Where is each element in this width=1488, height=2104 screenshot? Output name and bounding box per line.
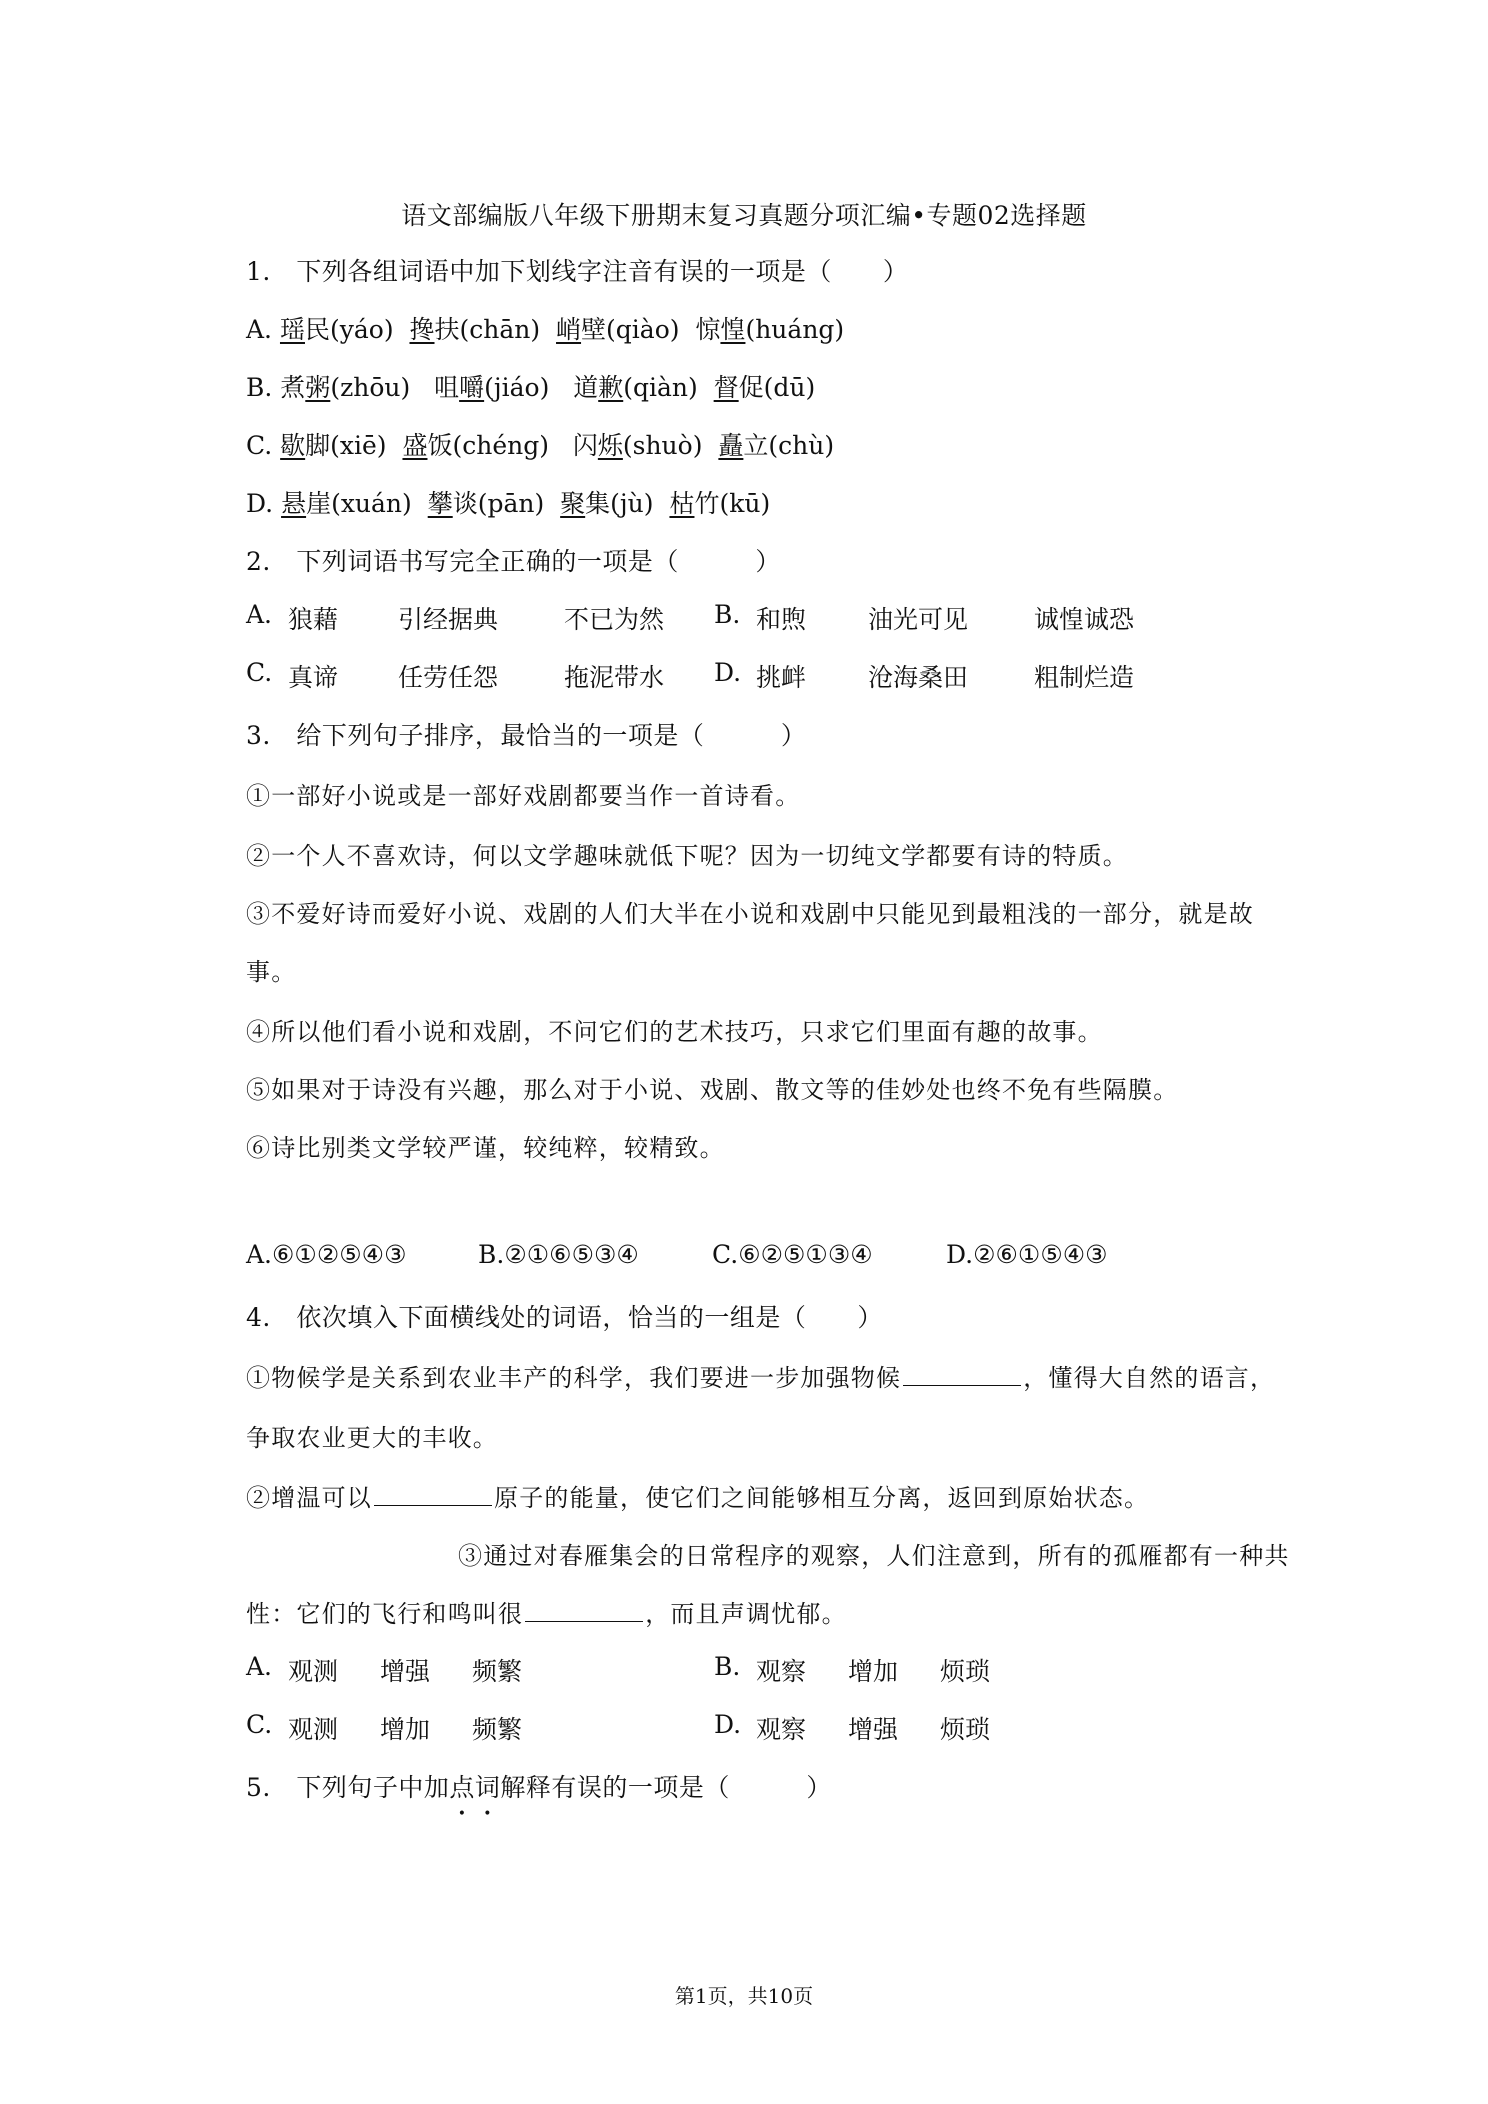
q1-stem: 1. 下列各组词语中加下划线字注音有误的一项是（ ） bbox=[246, 257, 909, 286]
option-label: D. bbox=[946, 1240, 974, 1269]
option-text: ⑥①②⑤④③ bbox=[272, 1240, 407, 1269]
underlined-char: 粥 bbox=[305, 373, 331, 402]
word-rest: 道 bbox=[573, 373, 599, 402]
q2-a-word2: 引经据典 bbox=[398, 605, 499, 634]
word-rest: 闪 bbox=[572, 431, 598, 460]
q3-sentence-4: ④所以他们看小说和戏剧，不问它们的艺术技巧，只求它们里面有趣的故事。 bbox=[246, 1018, 1103, 1046]
q3-option-a bbox=[246, 1240, 407, 1269]
underlined-char: 聚 bbox=[560, 489, 586, 518]
option-label: C. bbox=[246, 658, 273, 687]
word-rest: 促(dū) bbox=[738, 373, 816, 402]
q2-d-word3: 粗制烂造 bbox=[1034, 663, 1135, 692]
stem-text: 解释有误的一项是（ ） bbox=[500, 1773, 832, 1802]
q3-stem: 3. 给下列句子排序，最恰当的一项是（ ） bbox=[246, 721, 807, 750]
q4-d-word1: 观察 bbox=[756, 1715, 807, 1744]
underlined-char: 峭 bbox=[556, 315, 582, 344]
option-label: C. bbox=[246, 1710, 273, 1739]
option-label: A. bbox=[246, 1652, 273, 1681]
q3-sentence-2: ②一个人不喜欢诗，何以文学趣味就低下呢？因为一切纯文学都要有诗的特质。 bbox=[246, 842, 1128, 870]
fill-blank bbox=[903, 1363, 1021, 1386]
q4-b-word2: 增加 bbox=[848, 1657, 899, 1686]
word-rest: 崖(xuán) bbox=[306, 489, 412, 518]
underlined-char: 盛 bbox=[402, 431, 428, 460]
q4-d-word3: 烦琐 bbox=[940, 1715, 991, 1744]
underlined-char: 攀 bbox=[427, 489, 453, 518]
word-rest: 咀 bbox=[434, 373, 460, 402]
option-label: C. bbox=[712, 1240, 739, 1269]
q2-a-word3: 不已为然 bbox=[564, 605, 665, 634]
q4-stem: 4. 依次填入下面横线处的词语，恰当的一组是（ ） bbox=[246, 1303, 883, 1332]
fill-blank bbox=[525, 1599, 643, 1622]
q3-options bbox=[246, 1240, 1246, 1274]
word-rest: 惊 bbox=[695, 315, 721, 344]
option-label: D. bbox=[714, 1710, 742, 1739]
stem-text: 5. 下列句子中加 bbox=[246, 1773, 450, 1802]
option-text: ②⑥①⑤④③ bbox=[973, 1240, 1108, 1269]
option-text: ⑥②⑤①③④ bbox=[738, 1240, 873, 1269]
option-label: B. bbox=[714, 1652, 741, 1681]
word-rest: (shuò) bbox=[622, 431, 703, 460]
q2-d-word2: 沧海桑田 bbox=[868, 663, 969, 692]
q2-b-word2: 油光可见 bbox=[868, 605, 969, 634]
dotted-char: 词 bbox=[474, 1773, 501, 1802]
q4-c-word2: 增加 bbox=[380, 1715, 431, 1744]
option-label: C. bbox=[246, 431, 273, 460]
word-rest: 竹(kū) bbox=[694, 489, 771, 518]
q1-option-b bbox=[246, 368, 815, 404]
q4-d-word2: 增强 bbox=[848, 1715, 899, 1744]
word-rest: (jiáo) bbox=[484, 373, 550, 402]
word-rest: 集(jù) bbox=[585, 489, 654, 518]
q4-b-word1: 观察 bbox=[756, 1657, 807, 1686]
option-label: D. bbox=[246, 489, 274, 518]
q2-row-cd bbox=[246, 658, 1246, 692]
option-label: A. bbox=[246, 315, 273, 344]
q2-c-word3: 拖泥带水 bbox=[564, 663, 665, 692]
sentence-text: ，懂得大自然的语言， bbox=[1023, 1364, 1276, 1392]
underlined-char: 烁 bbox=[597, 431, 623, 460]
fill-blank bbox=[374, 1483, 492, 1506]
option-label: B. bbox=[246, 373, 273, 402]
underlined-char: 瑶 bbox=[279, 315, 305, 344]
q2-stem: 2. 下列词语书写完全正确的一项是（ ） bbox=[246, 547, 781, 576]
q2-row-ab bbox=[246, 600, 1246, 634]
option-label: B. bbox=[714, 600, 741, 629]
sentence-text: ①物候学是关系到农业丰产的科学，我们要进一步加强物候 bbox=[246, 1364, 902, 1392]
q3-sentence-1: ①一部好小说或是一部好戏剧都要当作一首诗看。 bbox=[246, 782, 801, 810]
word-rest: (zhōu) bbox=[330, 373, 411, 402]
q4-sentence-3: ③通过对春雁集会的日常程序的观察，人们注意到，所有的孤雁都有一种共 bbox=[458, 1542, 1290, 1570]
q2-a-word1: 狼藉 bbox=[288, 605, 339, 634]
q4-row-cd bbox=[246, 1710, 1246, 1744]
sentence-text: ，而且声调忧郁。 bbox=[645, 1600, 847, 1628]
option-label: A. bbox=[246, 600, 273, 629]
dotted-char: 点 bbox=[449, 1773, 475, 1802]
word-rest: (huáng) bbox=[745, 315, 845, 344]
underlined-char: 嚼 bbox=[459, 373, 485, 402]
q3-option-d bbox=[946, 1240, 1108, 1269]
q2-b-word1: 和煦 bbox=[756, 605, 807, 634]
q1-option-a bbox=[246, 310, 844, 346]
underlined-char: 悬 bbox=[281, 489, 307, 518]
sentence-text: ②增温可以 bbox=[246, 1484, 372, 1512]
q1-option-c bbox=[246, 426, 834, 462]
q4-row-ab bbox=[246, 1652, 1246, 1686]
word-rest: 脚(xiē) bbox=[305, 431, 387, 460]
underlined-char: 督 bbox=[713, 373, 739, 402]
underlined-char: 搀 bbox=[409, 315, 435, 344]
q4-a-word3: 频繁 bbox=[472, 1657, 523, 1686]
q4-sentence-2 bbox=[246, 1478, 1149, 1513]
q4-sentence-3-cont bbox=[246, 1594, 847, 1629]
q4-c-word1: 观测 bbox=[288, 1715, 339, 1744]
word-rest: (qiàn) bbox=[623, 373, 698, 402]
q5-stem bbox=[246, 1768, 832, 1804]
option-label: A. bbox=[246, 1240, 273, 1269]
q4-sentence-1-cont: 争取农业更大的丰收。 bbox=[246, 1424, 498, 1452]
underlined-char: 矗 bbox=[718, 431, 744, 460]
q4-c-word3: 频繁 bbox=[472, 1715, 523, 1744]
word-rest: 谈(pān) bbox=[452, 489, 545, 518]
q3-option-c bbox=[712, 1240, 873, 1269]
sentence-text: 性：它们的飞行和鸣叫很 bbox=[246, 1600, 524, 1628]
underlined-char: 枯 bbox=[669, 489, 695, 518]
q2-b-word3: 诚惶诚恐 bbox=[1034, 605, 1135, 634]
q3-sentence-6: ⑥诗比别类文学较严谨，较纯粹，较精致。 bbox=[246, 1134, 725, 1162]
option-label: B. bbox=[478, 1240, 505, 1269]
q2-c-word1: 真谛 bbox=[288, 663, 339, 692]
q3-sentence-3: ③不爱好诗而爱好小说、戏剧的人们大半在小说和戏剧中只能见到最粗浅的一部分，就是故 bbox=[246, 900, 1254, 928]
q2-d-word1: 挑衅 bbox=[756, 663, 807, 692]
underlined-char: 歇 bbox=[280, 431, 306, 460]
option-label: D. bbox=[714, 658, 742, 687]
q3-option-b bbox=[478, 1240, 639, 1269]
word-rest: 扶(chān) bbox=[434, 315, 541, 344]
q4-a-word1: 观测 bbox=[288, 1657, 339, 1686]
word-rest: 民(yáo) bbox=[304, 315, 394, 344]
q3-sentence-5: ⑤如果对于诗没有兴趣，那么对于小说、戏剧、散文等的佳妙处也终不免有些隔膜。 bbox=[246, 1076, 1179, 1104]
word-rest: 壁(qiào) bbox=[581, 315, 680, 344]
word-rest: 立(chù) bbox=[743, 431, 835, 460]
page-footer: 第1页，共10页 bbox=[674, 1984, 814, 2008]
underlined-char: 歉 bbox=[598, 373, 624, 402]
word-rest: 煮 bbox=[280, 373, 306, 402]
word-rest: 饭(chéng) bbox=[427, 431, 549, 460]
q4-a-word2: 增强 bbox=[380, 1657, 431, 1686]
underlined-char: 惶 bbox=[720, 315, 746, 344]
q4-b-word3: 烦琐 bbox=[940, 1657, 991, 1686]
option-text: ②①⑥⑤③④ bbox=[504, 1240, 639, 1269]
q3-sentence-3-cont: 事。 bbox=[246, 958, 297, 986]
sentence-text: 原子的能量，使它们之间能够相互分离，返回到原始状态。 bbox=[494, 1484, 1150, 1512]
q2-c-word2: 任劳任怨 bbox=[398, 663, 499, 692]
q1-option-d bbox=[246, 484, 770, 520]
q4-sentence-1 bbox=[246, 1358, 1275, 1393]
document-title: 语文部编版八年级下册期末复习真题分项汇编•专题02选择题 bbox=[401, 201, 1087, 230]
